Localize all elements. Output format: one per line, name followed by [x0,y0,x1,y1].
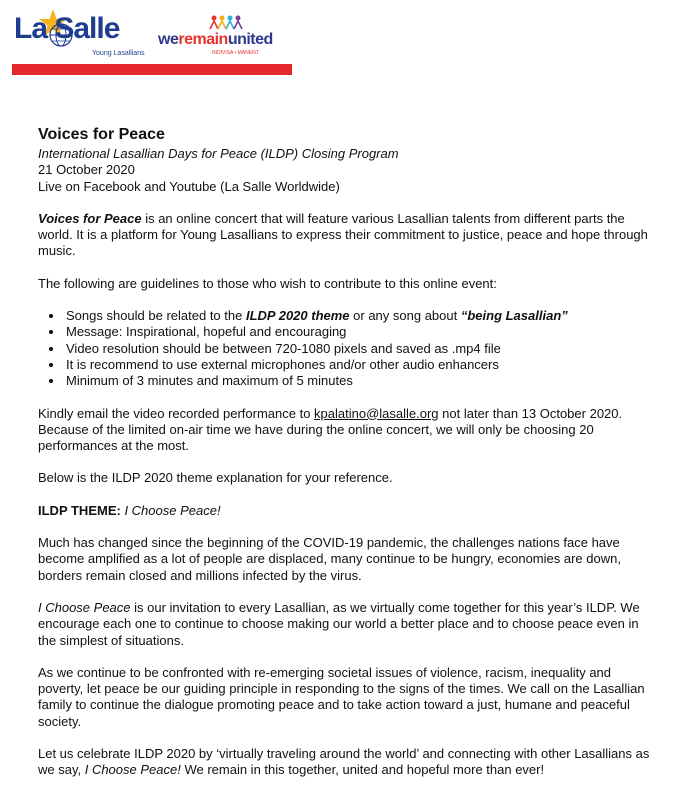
guidelines-intro: The following are guidelines to those who wish to contribute to this online event: [38,275,497,291]
bullet1-a: Songs should be related to the [66,308,246,324]
page-title: Voices for Peace [38,126,165,143]
wru-suffix: united [227,31,273,48]
event-date: 21 October 2020 [38,162,135,178]
choose-peace-italic: I Choose Peace [38,599,131,615]
list-item: • Video resolution should be between 720-1080 pixels and saved as .mp4 file [64,341,658,357]
choose-peace-text: is our invitation to every Lasallian, as we virtually come together for this year’s ILDP. We encourage each one to continue to choose making our world a better place and to choose peace even in the simplest of situations. [38,599,640,648]
lasalle-tagline: Young Lasallians [92,50,145,57]
wru-logo-text [158,31,273,49]
event-live: Live on Facebook and Youtube (La Salle Worldwide) [38,178,340,194]
lasalle-logo [8,8,158,68]
bullet1-c: or any song about [349,308,461,324]
continue-paragraph: As we continue to be confronted with re-emerging societal issues of violence, racism, inequality and poverty, let peace be our guiding principle in responding to the signs of the times. We call on the Lasallian family to continue the dialogue promoting peace and to take action toward a just, humane and peaceful society. [38,664,645,729]
we-remain-united-logo [158,14,298,58]
theme-label: ILDP THEME: [38,502,121,518]
intro-paragraph [38,211,658,260]
intro-bold: Voices for Peace [38,210,142,226]
wru-prefix: we [158,31,179,48]
list-item [64,308,658,324]
reference-paragraph: Below is the ILDP 2020 theme explanation for your reference. [38,470,393,486]
list-item: • Message: Inspirational, hopeful and encouraging [64,324,658,340]
email-text-b: not later than 13 October 2020. Because of the limited on-air time we have during the online concert, we will only be choosing 20 performances at the most. [38,405,623,454]
bullet1-b: ILDP 2020 theme [245,308,350,324]
theme-value: I Choose Peace! [120,502,221,518]
choose-peace-paragraph [38,600,658,649]
covid-paragraph: Much has changed since the beginning of the COVID-19 pandemic, the challenges nations face have become amplified as a lot of people are displaced, many continue to be hungry, economies are down, borders remain closed and millions infected by the virus. [38,535,621,583]
celebrate-text-b: We remain in this together, united and hopeful more than ever! [180,762,545,778]
wru-mid: remain [178,31,228,48]
email-text-a: Kindly email the video recorded performance to [38,405,315,421]
celebrate-text-a: Let us celebrate ILDP 2020 by ‘virtually traveling around the world’ and connecting with other Lasallians as we say, [38,746,650,778]
theme-line [38,503,658,519]
lasalle-logo-text: La Salle [14,12,120,45]
globe-icon [48,22,74,48]
document-body [38,125,658,779]
letterhead [0,0,686,80]
event-meta [38,146,658,195]
people-icon [208,14,244,30]
celebrate-paragraph [38,746,658,779]
guidelines-list [38,308,658,389]
event-subtitle: International Lasallian Days for Peace (ILDP) Closing Program [38,146,399,161]
celebrate-italic: I Choose Peace! [84,762,181,778]
email-paragraph [38,406,658,455]
wru-tagline: INDIVISA • MANENT [212,50,259,56]
intro-text: is an online concert that will feature various Lasallian talents from different parts the world. It is a platform for Young Lasallians to express their commitment to justice, peace and hope through music. [38,210,648,259]
header-red-bar [12,64,292,75]
email-link[interactable]: kpalatino@lasalle.org [314,405,439,421]
bullet1-d: “being Lasallian” [460,308,568,324]
list-item: • It is recommend to use external microphones and/or other audio enhancers [64,357,658,373]
list-item: • Minimum of 3 minutes and maximum of 5 minutes [64,373,658,389]
